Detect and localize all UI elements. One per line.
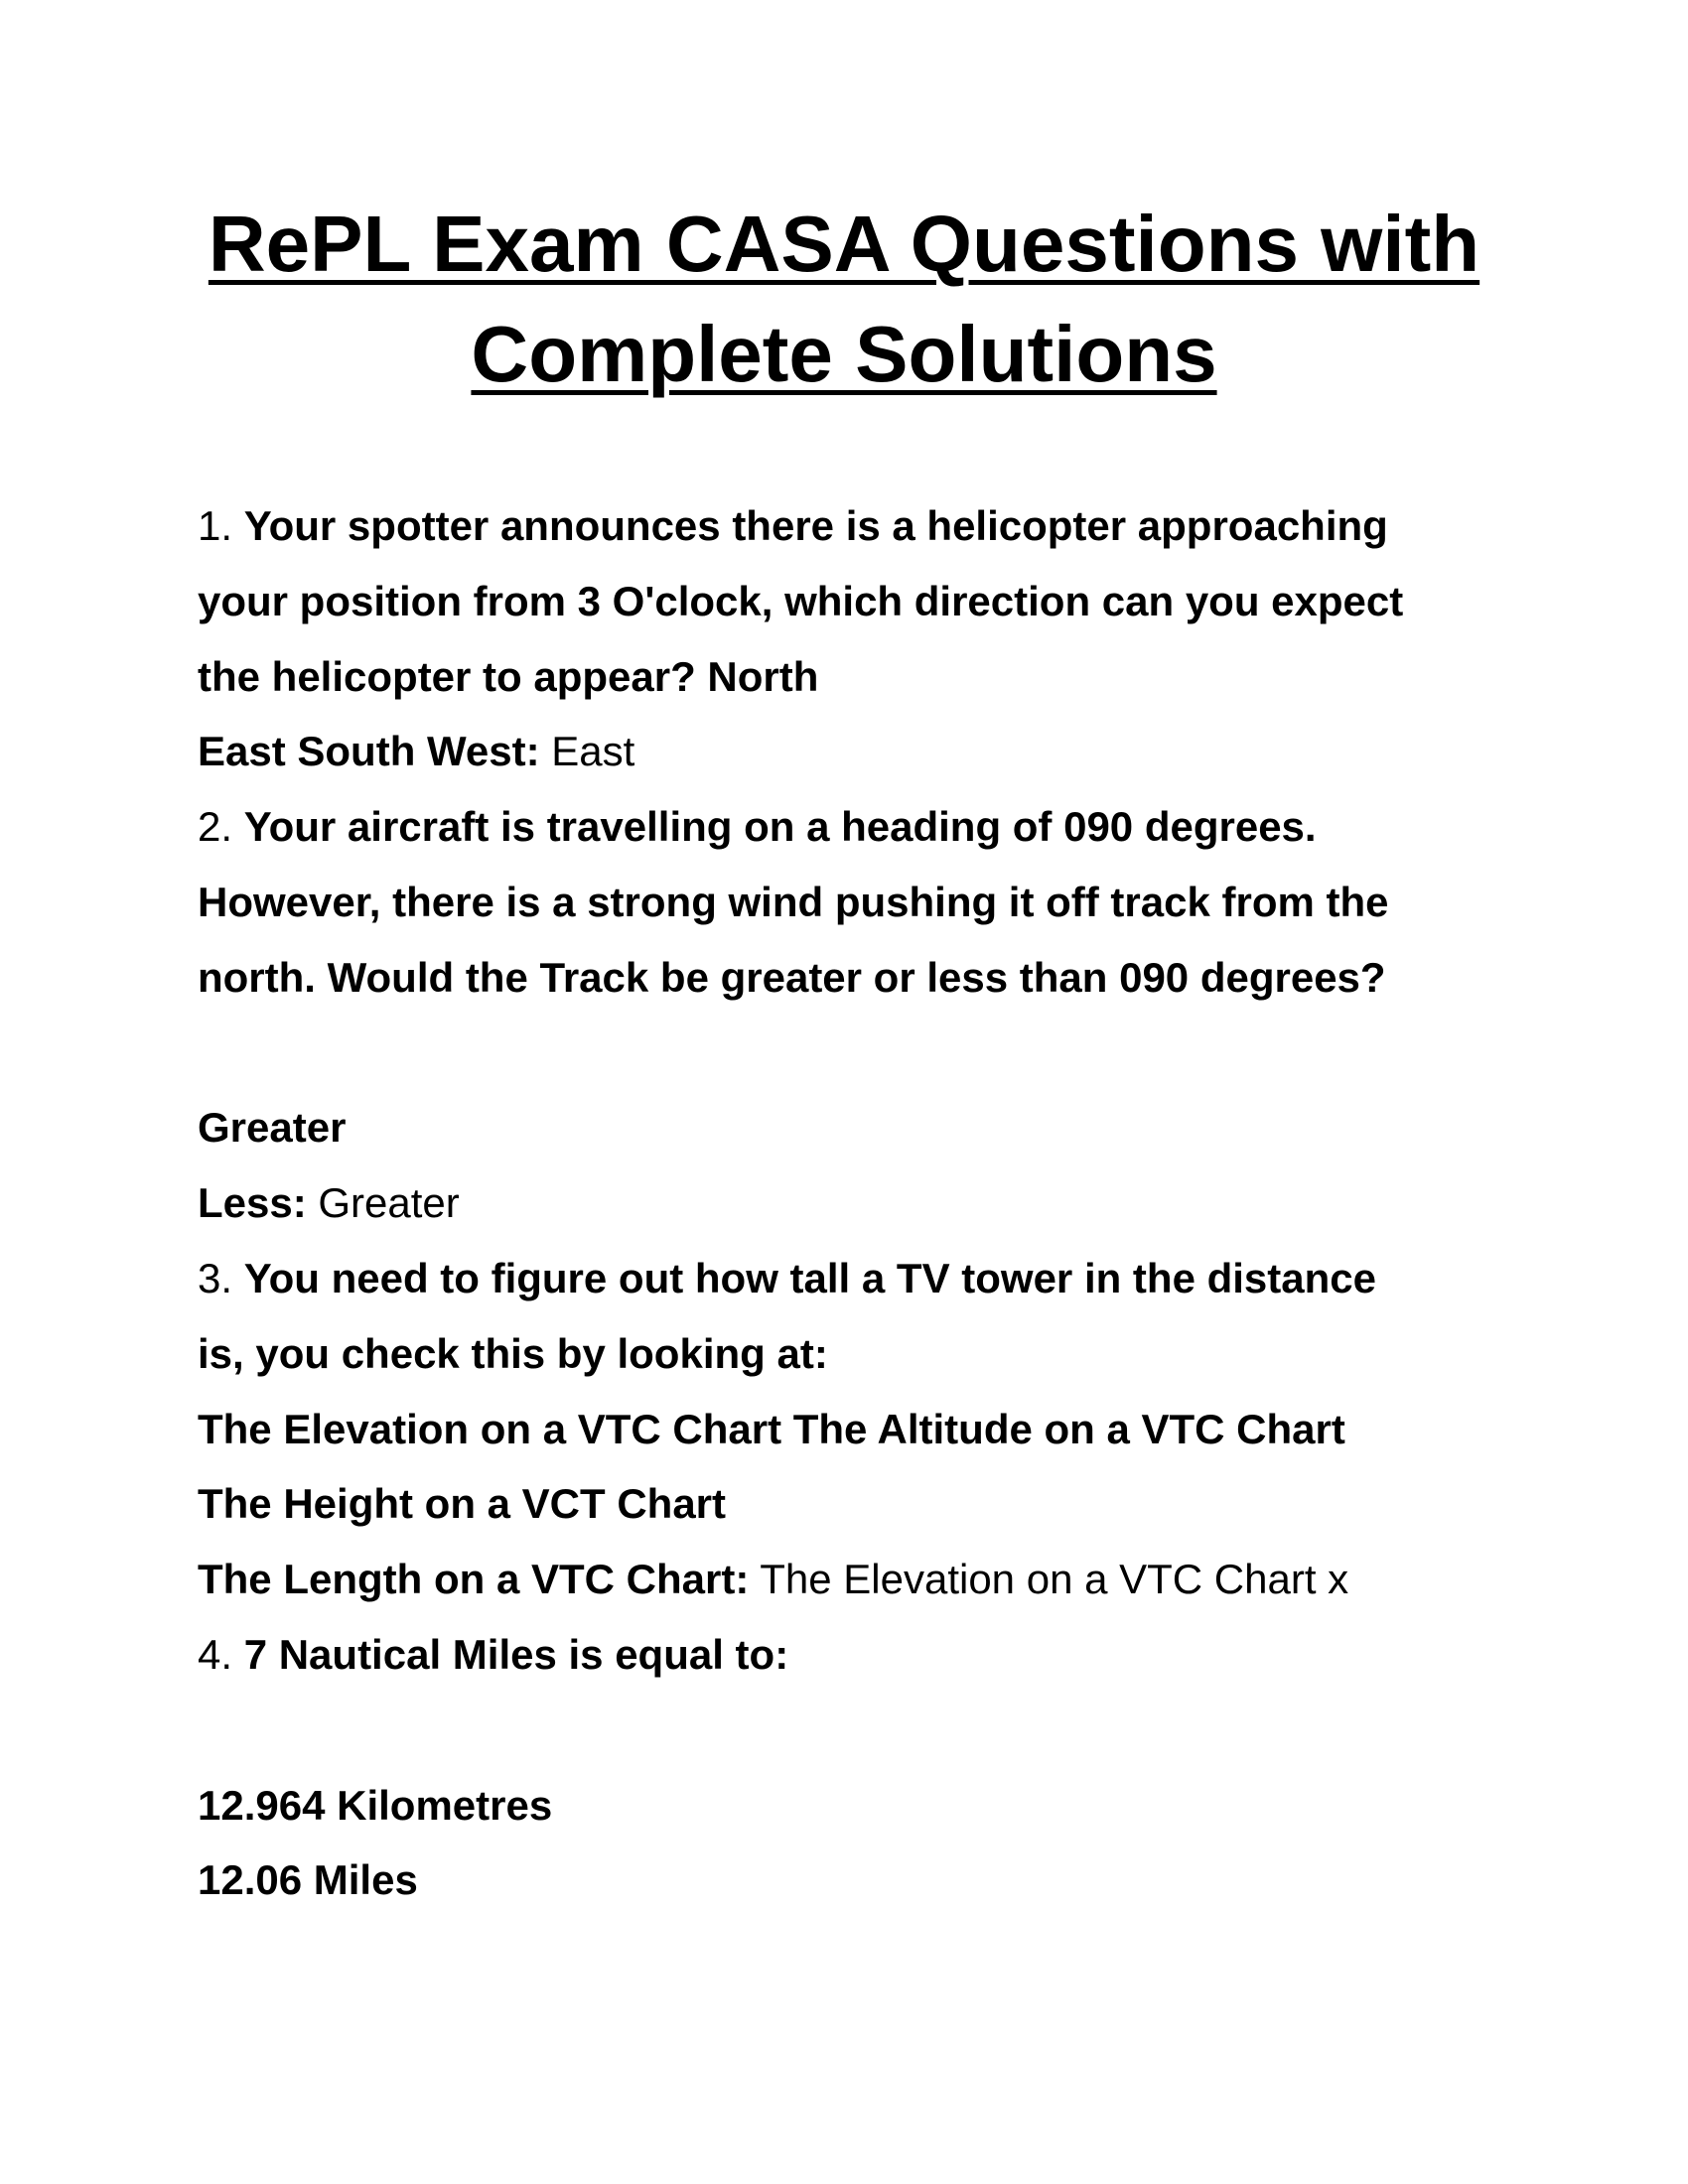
question-text: The Elevation on a VTC Chart The Altitude on a VTC Chart [198, 1405, 1345, 1452]
text-line [198, 1178, 460, 1228]
text-line [198, 1103, 346, 1153]
question-text: Your spotter announces there is a helicopter approaching [243, 502, 1388, 549]
text-line [198, 878, 1389, 927]
text-line [198, 652, 818, 702]
question-number: 1. [198, 502, 244, 549]
text-line [198, 1855, 418, 1905]
question-text: You need to figure out how tall a TV tower in the distance [243, 1255, 1376, 1301]
question-text: 12.964 Kilometres [198, 1781, 553, 1829]
question-text: is, you check this by looking at: [198, 1329, 828, 1377]
question-text: Greater [198, 1104, 347, 1152]
document-title-line-2: Complete Solutions [471, 310, 1217, 398]
question-number: 4. [198, 1631, 244, 1678]
text-line [198, 1630, 788, 1680]
question-text: Less: [198, 1179, 307, 1227]
question-text: East South West: [198, 728, 540, 775]
question-text: north. Would the Track be greater or less than 090 degrees? [198, 953, 1386, 1001]
text-line [198, 577, 1403, 626]
text-line [198, 953, 1386, 1003]
question-text: However, there is a strong wind pushing it off track from the [198, 879, 1389, 925]
text-line [198, 1479, 726, 1529]
answer-text: Greater [306, 1179, 460, 1227]
text-line [198, 1555, 1348, 1604]
document-title-line-1: RePL Exam CASA Questions with [208, 200, 1480, 288]
text-line [198, 1254, 1376, 1303]
text-line [198, 802, 1317, 852]
text-line [198, 727, 634, 776]
question-text: the helicopter to appear? North [198, 652, 819, 700]
question-number: 2. [198, 803, 244, 851]
question-text: your position from 3 O'clock, which direction can you expect [198, 577, 1404, 624]
question-text: The Length on a VTC Chart: [198, 1556, 750, 1603]
question-number: 3. [198, 1255, 244, 1301]
question-text: 7 Nautical Miles is equal to: [243, 1631, 789, 1678]
text-line [198, 1329, 828, 1379]
text-line [198, 501, 1388, 551]
question-text: The Height on a VCT Chart [198, 1480, 727, 1528]
text-line [198, 1781, 552, 1831]
answer-text: The Elevation on a VTC Chart x [749, 1556, 1349, 1603]
text-line [198, 1405, 1345, 1454]
answer-text: East [539, 728, 635, 775]
question-text: Your aircraft is travelling on a heading of 090 degrees. [243, 803, 1317, 851]
question-text: 12.06 Miles [198, 1856, 418, 1904]
